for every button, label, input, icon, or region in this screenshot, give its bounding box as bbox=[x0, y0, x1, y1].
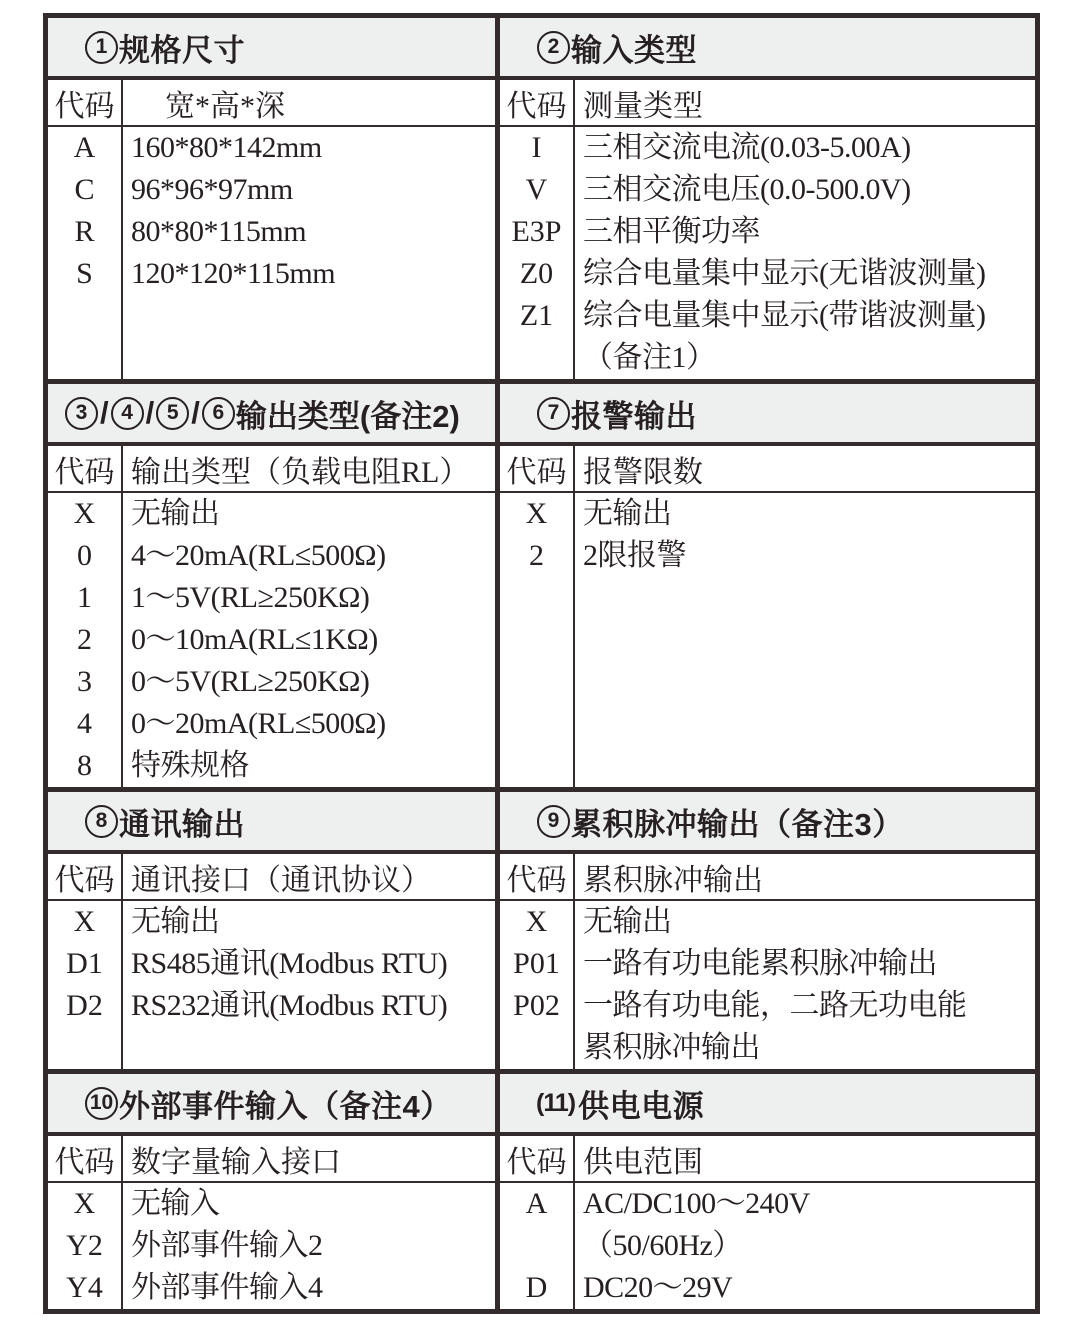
desc-cell: 特殊规格 bbox=[131, 749, 249, 782]
desc-column bbox=[123, 127, 495, 379]
table-band-1 bbox=[48, 18, 1035, 384]
desc-column bbox=[575, 127, 1035, 379]
code-cell: X bbox=[73, 497, 96, 530]
desc-cell: 无输出 bbox=[131, 497, 220, 530]
ordering-code-table bbox=[43, 13, 1040, 1314]
section-rows bbox=[500, 1183, 1035, 1309]
desc-column bbox=[123, 493, 495, 787]
code-cell: E3P bbox=[511, 215, 562, 248]
code-cell: X bbox=[525, 497, 548, 530]
section-input-type bbox=[500, 18, 1035, 379]
code-cell: 8 bbox=[77, 749, 92, 782]
desc-cell: 累积脉冲输出 bbox=[583, 1031, 760, 1064]
code-column bbox=[48, 127, 123, 379]
code-cell-filler bbox=[500, 337, 573, 379]
desc-cell: 160*80*142mm bbox=[131, 131, 322, 164]
circled-number: 7 bbox=[537, 397, 570, 430]
section-title-band bbox=[500, 18, 1035, 80]
section-title-band bbox=[48, 792, 495, 854]
code-column bbox=[500, 901, 575, 1069]
section-title-text: 累积脉冲输出 bbox=[571, 806, 760, 842]
col-header-code: 代码 bbox=[48, 1136, 123, 1181]
desc-cell: 0～10mA(RL≤1KΩ) bbox=[131, 623, 378, 656]
table-band-2 bbox=[48, 384, 1035, 792]
col-header-desc: 报警限数 bbox=[583, 455, 703, 489]
section-title-band bbox=[48, 1074, 495, 1136]
desc-cell: 三相交流电流(0.03-5.00A) bbox=[583, 131, 911, 164]
section-title-text: 外部事件输入 bbox=[119, 1088, 308, 1124]
code-cell: D bbox=[525, 1271, 548, 1304]
code-cell: R bbox=[74, 215, 95, 248]
code-cell: A bbox=[73, 131, 96, 164]
col-header-desc: 输出类型（负载电阻RL） bbox=[131, 455, 470, 489]
table-band-4 bbox=[48, 1074, 1035, 1309]
section-rows bbox=[500, 493, 1035, 787]
code-cell: S bbox=[76, 257, 93, 290]
desc-column bbox=[575, 493, 1035, 787]
section-rows bbox=[500, 901, 1035, 1069]
circled-number: 10 bbox=[85, 1087, 118, 1120]
code-cell: 3 bbox=[77, 665, 92, 698]
circled-number: 3 bbox=[65, 397, 98, 430]
section-number-badges bbox=[84, 31, 119, 64]
section-title-text: 通讯输出 bbox=[119, 806, 245, 842]
desc-cell: 综合电量集中显示(带谐波测量) bbox=[583, 299, 986, 332]
column-header-row bbox=[48, 80, 495, 127]
code-cell: 1 bbox=[77, 581, 92, 614]
col-header-code: 代码 bbox=[48, 80, 123, 125]
desc-cell: DC20～29V bbox=[583, 1271, 733, 1304]
col-header-code: 代码 bbox=[500, 446, 575, 491]
desc-cell: 无输出 bbox=[583, 497, 672, 530]
circled-number: 5 bbox=[156, 397, 189, 430]
section-output-type bbox=[48, 384, 500, 787]
section-title-suffix: (备注2) bbox=[359, 398, 460, 434]
code-cell: 2 bbox=[529, 539, 544, 572]
code-cell: X bbox=[73, 905, 96, 938]
paren-number: (11) bbox=[536, 1088, 576, 1117]
desc-cell: 2限报警 bbox=[583, 539, 686, 572]
section-number-badges bbox=[536, 1089, 578, 1118]
badge-separator: / bbox=[191, 395, 200, 430]
desc-column bbox=[123, 901, 495, 1069]
col-header-desc: 测量类型 bbox=[583, 89, 703, 123]
code-cell: V bbox=[525, 173, 548, 206]
code-cell: Y2 bbox=[66, 1229, 103, 1262]
column-header-row bbox=[500, 854, 1035, 901]
circled-number: 1 bbox=[85, 31, 118, 64]
section-rows bbox=[500, 127, 1035, 379]
section-title-band bbox=[48, 18, 495, 80]
section-title-suffix: （备注3） bbox=[760, 806, 904, 842]
desc-cell: 外部事件输入2 bbox=[131, 1229, 323, 1262]
section-title-suffix: （备注4） bbox=[308, 1088, 452, 1124]
desc-cell: 无输出 bbox=[131, 905, 220, 938]
column-header-row bbox=[48, 446, 495, 493]
desc-cell: 80*80*115mm bbox=[131, 215, 307, 248]
badge-separator: / bbox=[100, 395, 109, 430]
col-header-code: 代码 bbox=[48, 854, 123, 899]
section-title-band bbox=[500, 384, 1035, 446]
desc-cell: 无输出 bbox=[583, 905, 672, 938]
desc-cell: 0～5V(RL≥250KΩ) bbox=[131, 665, 370, 698]
code-column bbox=[500, 1183, 575, 1309]
desc-cell: （50/60Hz） bbox=[583, 1229, 742, 1262]
desc-cell: 无输入 bbox=[131, 1187, 220, 1220]
section-title-band bbox=[500, 1074, 1035, 1136]
badge-separator: / bbox=[145, 395, 155, 430]
section-pulse-output bbox=[500, 792, 1035, 1069]
section-number-badges bbox=[536, 31, 571, 64]
code-cell: X bbox=[525, 905, 548, 938]
code-cell: I bbox=[531, 131, 542, 164]
desc-column bbox=[575, 1183, 1035, 1309]
section-communication-output bbox=[48, 792, 500, 1069]
section-title-text: 供电电源 bbox=[578, 1088, 705, 1124]
code-column bbox=[500, 493, 575, 787]
desc-cell: 120*120*115mm bbox=[131, 257, 336, 290]
desc-cell: 综合电量集中显示(无谐波测量) bbox=[583, 257, 986, 290]
desc-cell: 一路有功电能，二路无功电能 bbox=[583, 989, 967, 1022]
section-power-supply bbox=[500, 1074, 1035, 1309]
section-rows bbox=[48, 1183, 495, 1309]
code-cell: Z0 bbox=[519, 257, 554, 290]
code-cell: 2 bbox=[77, 623, 92, 656]
desc-cell: 三相交流电压(0.0-500.0V) bbox=[583, 173, 911, 206]
circled-number: 8 bbox=[85, 805, 118, 838]
code-column bbox=[48, 1183, 123, 1309]
code-cell: 4 bbox=[77, 707, 92, 740]
column-header-row bbox=[500, 1136, 1035, 1183]
desc-cell: 外部事件输入4 bbox=[131, 1271, 323, 1304]
circled-number: 6 bbox=[202, 397, 235, 430]
code-column bbox=[48, 493, 123, 787]
section-title-band bbox=[500, 792, 1035, 854]
col-header-desc: 累积脉冲输出 bbox=[583, 863, 763, 897]
desc-cell: 一路有功电能累积脉冲输出 bbox=[583, 947, 937, 980]
table-band-3 bbox=[48, 792, 1035, 1074]
code-cell: P02 bbox=[513, 989, 560, 1022]
col-header-desc: 宽*高*深 bbox=[165, 89, 285, 123]
desc-cell: AC/DC100～240V bbox=[583, 1187, 810, 1220]
circled-number: 2 bbox=[537, 31, 570, 64]
circled-number: 9 bbox=[537, 805, 570, 838]
desc-cell: 0～20mA(RL≤500Ω) bbox=[131, 707, 386, 740]
code-column bbox=[48, 901, 123, 1069]
col-header-code: 代码 bbox=[500, 80, 575, 125]
column-header-row bbox=[48, 854, 495, 901]
code-cell: P01 bbox=[513, 947, 560, 980]
code-cell-filler bbox=[500, 1225, 573, 1267]
section-number-badges bbox=[84, 1087, 119, 1120]
desc-cell: 三相平衡功率 bbox=[583, 215, 760, 248]
col-header-desc: 通讯接口（通讯协议） bbox=[131, 863, 431, 897]
code-column bbox=[500, 127, 575, 379]
section-external-event-input bbox=[48, 1074, 500, 1309]
section-number-badges bbox=[536, 805, 571, 838]
col-header-code: 代码 bbox=[48, 446, 123, 491]
section-title-text: 输出类型 bbox=[235, 398, 360, 434]
section-number-badges bbox=[84, 805, 119, 838]
desc-cell: 1～5V(RL≥250KΩ) bbox=[131, 581, 370, 614]
code-cell: X bbox=[73, 1187, 96, 1220]
desc-column bbox=[123, 1183, 495, 1309]
section-alarm-output bbox=[500, 384, 1035, 787]
section-number-badges bbox=[64, 395, 236, 431]
desc-cell: 4～20mA(RL≤500Ω) bbox=[131, 539, 386, 572]
desc-column bbox=[575, 901, 1035, 1069]
section-title-band bbox=[48, 384, 495, 446]
section-rows bbox=[48, 127, 495, 379]
section-rows bbox=[48, 901, 495, 1069]
code-cell: A bbox=[525, 1187, 548, 1220]
code-cell: D1 bbox=[66, 947, 103, 980]
desc-cell: RS232通讯(Modbus RTU) bbox=[131, 989, 448, 1022]
section-number-badges bbox=[536, 397, 571, 430]
column-header-row bbox=[500, 80, 1035, 127]
section-rows bbox=[48, 493, 495, 787]
desc-cell: 96*96*97mm bbox=[131, 173, 293, 206]
col-header-code: 代码 bbox=[500, 1136, 575, 1181]
col-header-code: 代码 bbox=[500, 854, 575, 899]
col-header-desc: 数字量输入接口 bbox=[131, 1145, 341, 1179]
code-cell: D2 bbox=[66, 989, 103, 1022]
code-cell-filler bbox=[500, 1027, 573, 1069]
column-header-row bbox=[500, 446, 1035, 493]
section-title-text: 输入类型 bbox=[571, 32, 697, 68]
section-title-text: 规格尺寸 bbox=[119, 32, 245, 68]
section-spec-dimensions bbox=[48, 18, 500, 379]
column-header-row bbox=[48, 1136, 495, 1183]
code-cell: 0 bbox=[77, 539, 92, 572]
code-cell: Y4 bbox=[66, 1271, 103, 1304]
circled-number: 4 bbox=[111, 397, 144, 430]
code-cell: C bbox=[74, 173, 95, 206]
desc-cell: RS485通讯(Modbus RTU) bbox=[131, 947, 448, 980]
section-title-text: 报警输出 bbox=[571, 398, 697, 434]
desc-cell: （备注1） bbox=[583, 341, 716, 374]
code-cell: Z1 bbox=[519, 299, 554, 332]
col-header-desc: 供电范围 bbox=[583, 1145, 703, 1179]
